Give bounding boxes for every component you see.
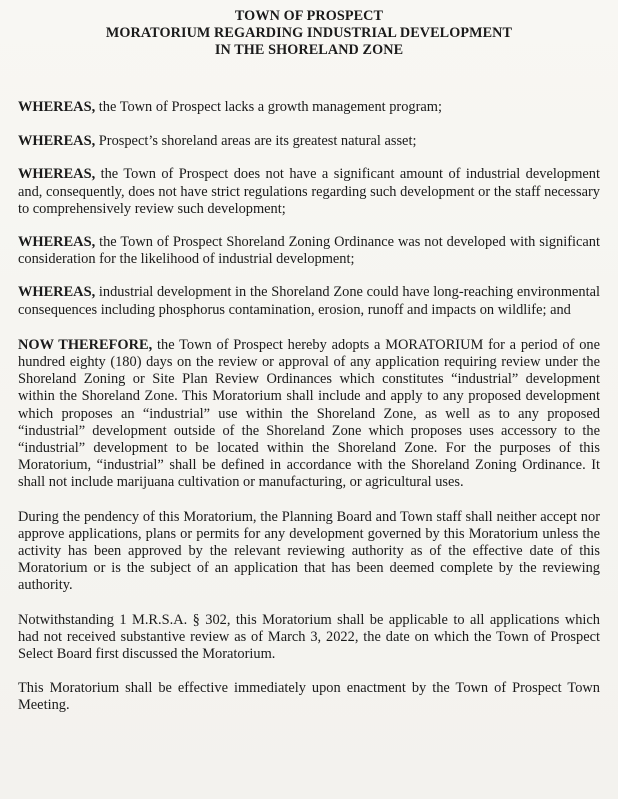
whereas-paragraph-2: [18, 133, 600, 150]
paragraph-text: the Town of Prospect does not have a significant amount of industrial development and, consequently, does not have strict regulations regarding such development or the staff necessary to comprehensively review such development;: [18, 166, 600, 217]
whereas-paragraph-5: [18, 284, 600, 318]
paragraph-text: the Town of Prospect lacks a growth management program;: [95, 99, 442, 115]
now-therefore-paragraph: [18, 337, 600, 492]
title-line-2: MORATORIUM REGARDING INDUSTRIAL DEVELOPMENT: [105, 25, 513, 41]
paragraph-text: Prospect’s shoreland areas are its greatest natural asset;: [95, 133, 417, 150]
notwithstanding-paragraph: Notwithstanding 1 M.R.S.A. § 302, this Moratorium shall be applicable to all applications which had not received substantive review as of March 3, 2022, the date on which the Town of Prospect Select Board first discussed the Moratorium.: [18, 611, 600, 663]
paragraph-lead: WHEREAS,: [18, 284, 96, 301]
paragraph-lead: WHEREAS,: [18, 99, 96, 115]
paragraph-lead: WHEREAS,: [18, 133, 96, 150]
paragraph-text: industrial development in the Shoreland Zone could have long-reaching environmental consequences including phosphorus contamination, erosion, runoff and impacts on wildlife; and: [18, 284, 600, 318]
title-line-3: IN THE SHORELAND ZONE: [214, 42, 404, 58]
whereas-paragraph-1: [18, 99, 600, 116]
document-title: [18, 8, 600, 59]
whereas-paragraph-3: [18, 166, 600, 218]
title-line-1: TOWN OF PROSPECT: [234, 8, 384, 24]
paragraph-lead: WHEREAS,: [18, 166, 96, 183]
paragraph-text: the Town of Prospect Shoreland Zoning Ordinance was not developed with significant consideration for the likelihood of industrial development;: [18, 234, 600, 268]
paragraph-text: the Town of Prospect hereby adopts a MORATORIUM for a period of one hundred eighty (180) days on the review or approval of any application requiring review under the Shoreland Zoning or Site Plan Review Ordinances which constitutes “industrial” development within the Shoreland Zone. This Moratorium shall include and apply to any proposed development which proposes an “industrial” use within the Shoreland Zone, as well as to any proposed “industrial” development outside of the Shoreland Zone which proposes uses accessory to the “industrial” development to be located within the Shoreland Zone. For the purposes of this Moratorium, “industrial” shall be defined in accordance with the Shoreland Zoning Ordinance. It shall not include marijuana cultivation or manufacturing, or agricultural uses.: [18, 336, 600, 491]
effective-paragraph: This Moratorium shall be effective immediately upon enactment by the Town of Prospect Town Meeting.: [18, 680, 600, 714]
pendency-paragraph: During the pendency of this Moratorium, the Planning Board and Town staff shall neither accept nor approve applications, plans or permits for any development governed by this Moratorium unless the activity has been approved by the relevant reviewing authority as of the effective date of this Moratorium or is the subject of an application that has been deemed complete by the reviewing authority.: [18, 508, 600, 594]
paragraph-lead: NOW THEREFORE,: [18, 336, 153, 353]
whereas-paragraph-4: [18, 234, 600, 268]
paragraph-lead: WHEREAS,: [18, 234, 96, 251]
